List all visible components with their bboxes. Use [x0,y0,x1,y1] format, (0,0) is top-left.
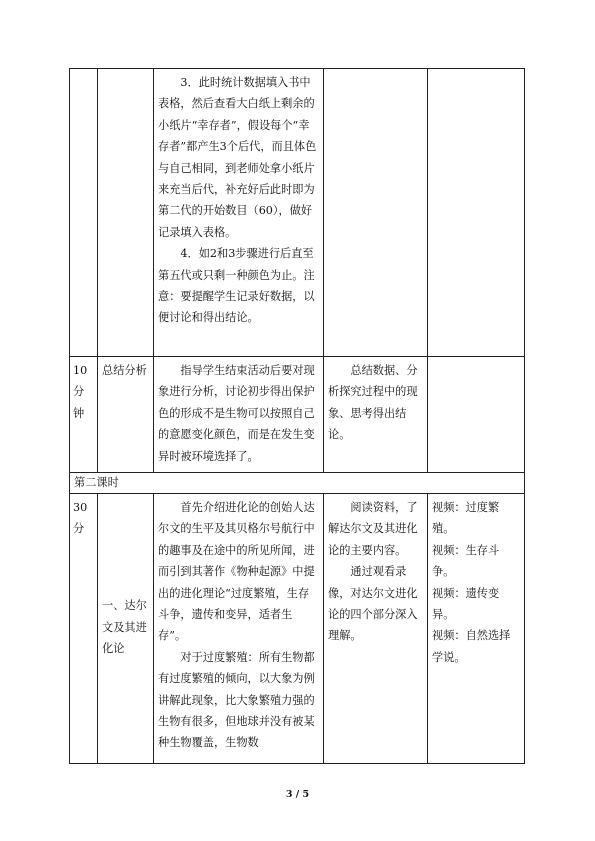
time-cell [70,69,98,357]
stage-cell [98,69,154,357]
table-row-darwin [70,494,525,764]
section-title: 第二课时 [74,476,119,489]
resources-cell [428,69,525,357]
video-link-variation: 视频：遗传变异。 [432,586,500,622]
stage-cell: 总结分析 [98,357,154,473]
video-link-struggle: 视频：生存斗争。 [432,543,500,579]
table-row-summary [70,357,525,473]
teacher-activity-cell [154,494,324,764]
section-header-cell [70,473,525,494]
video-link-overproduction: 视频：过度繁殖。 [432,501,500,536]
teacher-activity-cell [154,69,324,357]
student-activity-cell [324,69,428,357]
video-link-selection: 视频：自然选择学说。 [432,629,511,664]
time-cell: 30分 [70,494,98,764]
table-row-continued [70,69,525,357]
overproduction-text: 对于过度繁殖：所有生物都有过度繁殖的倾向，以大象为例讲解此现象，比大象繁殖力强的生物有很多，但地球并没有被某种生物覆盖，生物数 [158,650,315,750]
stage-cell: 一、达尔文及其进化论 [98,494,154,764]
resources-cell [428,357,525,473]
teacher-activity-cell: 指导学生结束活动后要对现象进行分析，讨论初步得出保护色的形成不是生物可以按照自己的意愿变化颜色，而是在发生变异时被环境选择了。 [154,357,324,473]
time-cell: 10分钟 [70,357,98,473]
resources-cell [428,494,525,764]
page-number: 3 / 5 [285,789,310,800]
student-activity-cell: 总结数据、分析探究过程中的现象、思考得出结论。 [324,357,428,473]
step-4-text: 4．如2和3步骤进行后直至第五代或只剩一种颜色为止。注意：要提醒学生记录好数据，以便讨论和得出结论。 [158,247,315,325]
darwin-intro-text: 首先介绍进化论的创始人达尔文的生平及其贝格尔号航行中的趣事及在途中的所见所闻，进而引到其著作《物种起源》中提出的进化理论“过度繁殖，生存斗争，遗传和变异，适者生存”。 [158,501,315,643]
section-header-row [70,473,525,494]
lesson-plan-table [69,68,525,764]
step-3-text: 3．此时统计数据填入书中表格，然后查看大白纸上剩余的小纸片“幸存者”，假设每个“幸存者”都产生3个后代，而且体色与自己相同，到老师处拿小纸片来充当后代，补充好后此时即为第二代的开始数目（60），做好记录填入表格。 [158,76,317,239]
student-activity-cell: 阅读资料，了解达尔文及其进化论的主要内容。 通过观看录像，对达尔文进化论的四个部分深入理解。 [324,494,428,764]
